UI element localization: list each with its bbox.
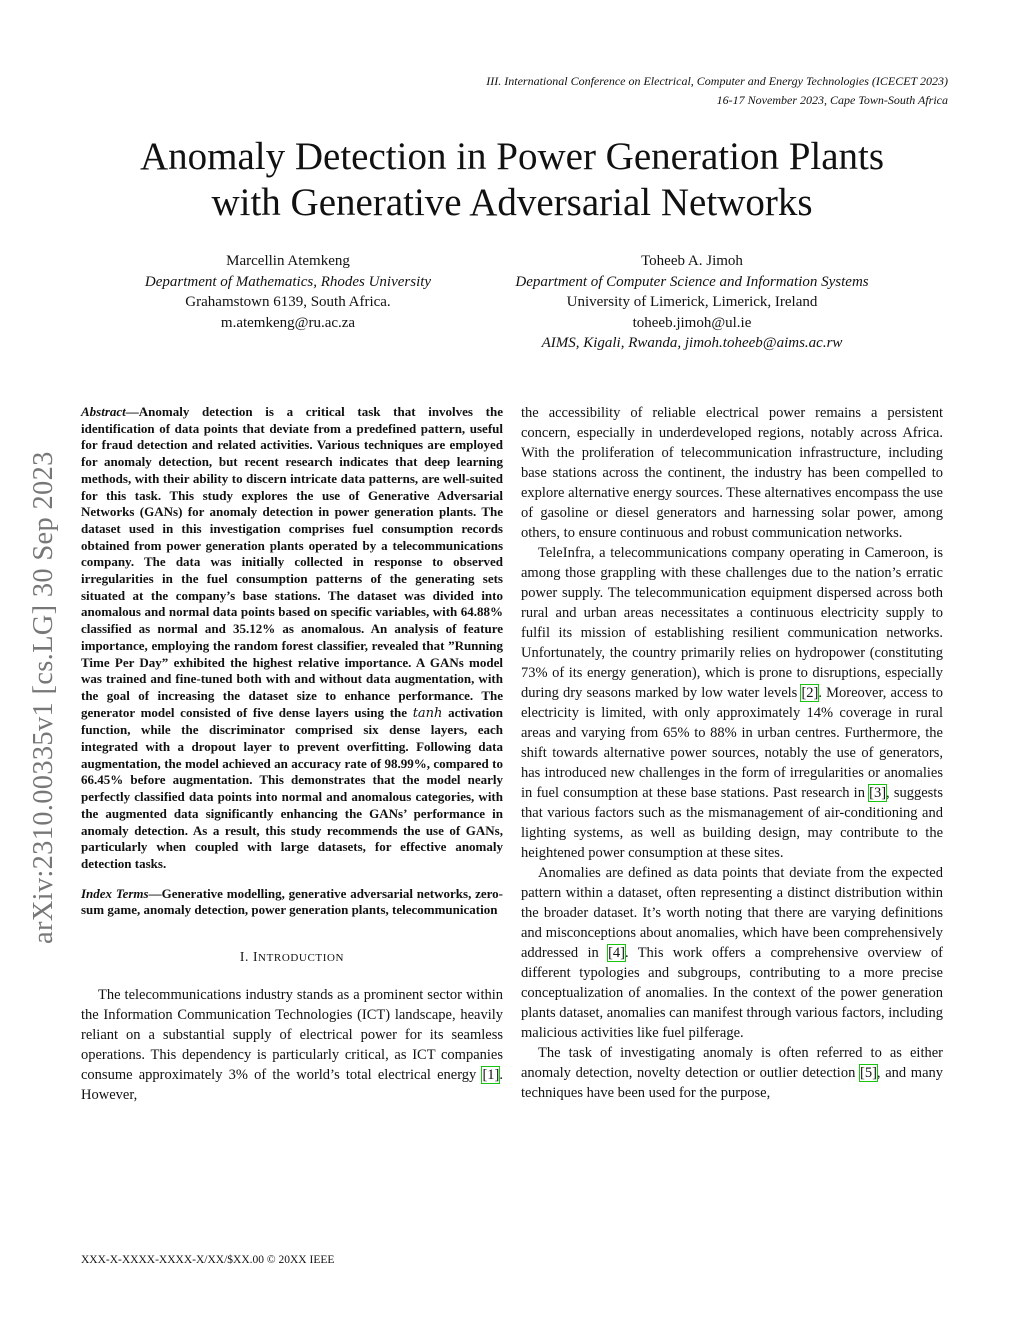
- author-department: Department of Mathematics, Rhodes University: [144, 273, 432, 290]
- section-heading-introduction: [81, 947, 503, 968]
- paper-title-line-1: Anomaly Detection in Power Generation Plants: [139, 135, 885, 178]
- paragraph-text: TeleInfra, a telecommunications company operating in Cameroon, is among those grappling with these challenges due to the nation’s erratic power supply. The telecommunication equipment dispersed across both rural and urban areas necessitates a continuous electricity supply to fulfil its mission of establishing resilient communication networks. Unfortunately, the country primarily relies on hydropower (constituting 73% of its energy generation), which is prone to disruptions, especially during dry seasons marked by low water levels: [521, 545, 943, 701]
- section-title-initial: I: [252, 949, 259, 965]
- intro-text-end: . However,: [81, 1067, 503, 1104]
- paragraph-text: . Moreover, access to electricity is limited, with only approximately 14% coverage in rural areas and varying from 65% to 88% in urban centres. Furthermore, the shift towards alternative power sources, notably the use of generators, has introduced new challenges in the form of irregularities or anomalies in fuel consumption at these base stations. Past research in: [521, 685, 943, 801]
- author-address: Grahamstown 6139, South Africa.: [185, 294, 391, 310]
- author-department: Department of Computer Science and Information Systems: [515, 273, 869, 290]
- intro-paragraph-1: [81, 985, 503, 1105]
- author-address: University of Limerick, Limerick, Ireland: [566, 294, 818, 310]
- right-column: [521, 403, 943, 1103]
- citation-link-4[interactable]: [4]: [608, 945, 626, 961]
- abstract-math-tanh: tanh: [412, 705, 443, 721]
- abstract: [81, 404, 503, 873]
- paragraph-teleinfra: [521, 543, 943, 863]
- abstract-text-part-2: activation function, while the discriminator comprised six dense layers, each integrated with a dropout layer to prevent overfitting. Following data augmentation, the model achieved an accuracy rate of 98.99%, compared to 66.45% before augmentation. This demonstrates that the model nearly perfectly classified data points into normal and anomalous categories, with the augmented data significantly enhancing the GANs’ performance in anomaly detection. As a result, this study recommends the use of GANs, particularly when coupled with large datasets, for effective anomaly detection tasks.: [81, 704, 503, 871]
- paragraph-task: [521, 1043, 943, 1103]
- author-block-2: [480, 251, 904, 354]
- author-email: toheeb.jimoh@ul.ie: [632, 314, 752, 331]
- conference-name: III. International Conference on Electrical, Computer and Energy Technologies (ICECET 2023): [486, 74, 948, 88]
- author-name: Toheeb A. Jimoh: [641, 253, 743, 269]
- citation-link-2[interactable]: [2]: [801, 685, 819, 701]
- paragraph-text: The task of investigating anomaly is often referred to as either anomaly detection, novelty detection or outlier detection: [521, 1045, 943, 1081]
- citation-link-1[interactable]: [1]: [482, 1067, 500, 1084]
- copyright-footer: XXX-X-XXXX-XXXX-X/XX/$XX.00 © 20XX IEEE: [81, 1254, 335, 1266]
- section-title-rest: NTRODUCTION: [258, 952, 345, 965]
- arxiv-identifier-stamp: arXiv:2310.00335v1 [cs.LG] 30 Sep 2023: [28, 451, 59, 944]
- paragraph-text: Anomalies are defined as data points that deviate from the expected pattern within a dataset, often representing a distinct distribution within the broader dataset. It’s worth noting that there are varying definitions and misconceptions about anomalies, which have been comprehensively addressed in: [521, 865, 943, 961]
- author-affiliation-extra: AIMS, Kigali, Rwanda, jimoh.toheeb@aims.ac.rw: [541, 335, 843, 351]
- left-column: [81, 404, 503, 1105]
- abstract-text-part-1: —Anomaly detection is a critical task that involves the identification of data points that deviate from a predefined pattern, useful for fraud detection and related activities. Various techniques are employed for anomaly detection, but recent research indicates that deep learning methods, with their ability to discern intricate data patterns, are well-suited for this task. This study explores the use of Generative Adversarial Networks (GANs) for anomaly detection in power generation plants. The dataset used in this investigation comprises fuel consumption records obtained from power generation plants operated by a telecommunications company. The data was initially collected in response to observed irregularities in the fuel consumption patterns of the generating sets situated at the company’s base stations. The dataset was divided into anomalous and normal data points based on specific variables, with 64.88% classified as normal and 35.12% as anomalous. An analysis of feature importance, employing the random forest classifier, revealed that ”Running Time Per Day” exhibited the highest relative importance. A GANs model was trained and fine-tuned both with and without data augmentation, with the goal of increasing the dataset size to enhance performance. The generator model consisted of five dense layers using the: [81, 404, 503, 720]
- index-terms-label: Index Terms: [81, 885, 149, 901]
- citation-link-5[interactable]: [5]: [860, 1065, 877, 1081]
- abstract-label: Abstract: [81, 404, 126, 419]
- author-block-1: [108, 251, 468, 333]
- paragraph-text: , and many techniques have been used for the purpose,: [521, 1065, 944, 1101]
- section-numeral: I.: [239, 949, 253, 965]
- index-terms-text: —Generative modelling, generative adversarial networks, zero-sum game, anomaly detection, power generation plants, telecommunication: [81, 885, 503, 918]
- conference-date-location: 16-17 November 2023, Cape Town-South Africa: [716, 93, 948, 107]
- paragraph-anomalies: [521, 863, 943, 1043]
- paper-title-line-2: with Generative Adversarial Networks: [211, 181, 813, 224]
- paragraph-text: . This work offers a comprehensive overview of different typologies and subgroups, contributing to a more precise conceptualization of anomalies. In the context of the power generation plants dataset, anomalies can manifest through various factors, including malicious activities like fuel pilferage.: [521, 945, 943, 1041]
- paragraph-text: , suggests that various factors such as the mismanagement of air-conditioning and lighting systems, as well as building design, may contribute to the heightened power consumption at these sites.: [521, 785, 943, 861]
- author-name: Marcellin Atemkeng: [226, 253, 350, 269]
- citation-link-3[interactable]: [3]: [869, 785, 887, 801]
- index-terms: [81, 886, 503, 919]
- intro-text: The telecommunications industry stands as a prominent sector within the Information Communication Technologies (ICT) landscape, heavily reliant on a substantial supply of electrical power for its seamless operations. This dependency is particularly critical, as ICT companies consume approximately 3% of the world’s total electrical energy: [81, 987, 503, 1084]
- author-email: m.atemkeng@ru.ac.za: [220, 314, 356, 331]
- paragraph-continued: the accessibility of reliable electrical power remains a persistent concern, especially in underdeveloped regions, notably across Africa. With the proliferation of telecommunication infrastructure, including base stations across the continent, the industry has been compelled to explore alternative energy sources. These alternatives encompass the use of gasoline or diesel generators and harnessing solar power, among others, to ensure continuous and robust communication networks.: [521, 405, 943, 541]
